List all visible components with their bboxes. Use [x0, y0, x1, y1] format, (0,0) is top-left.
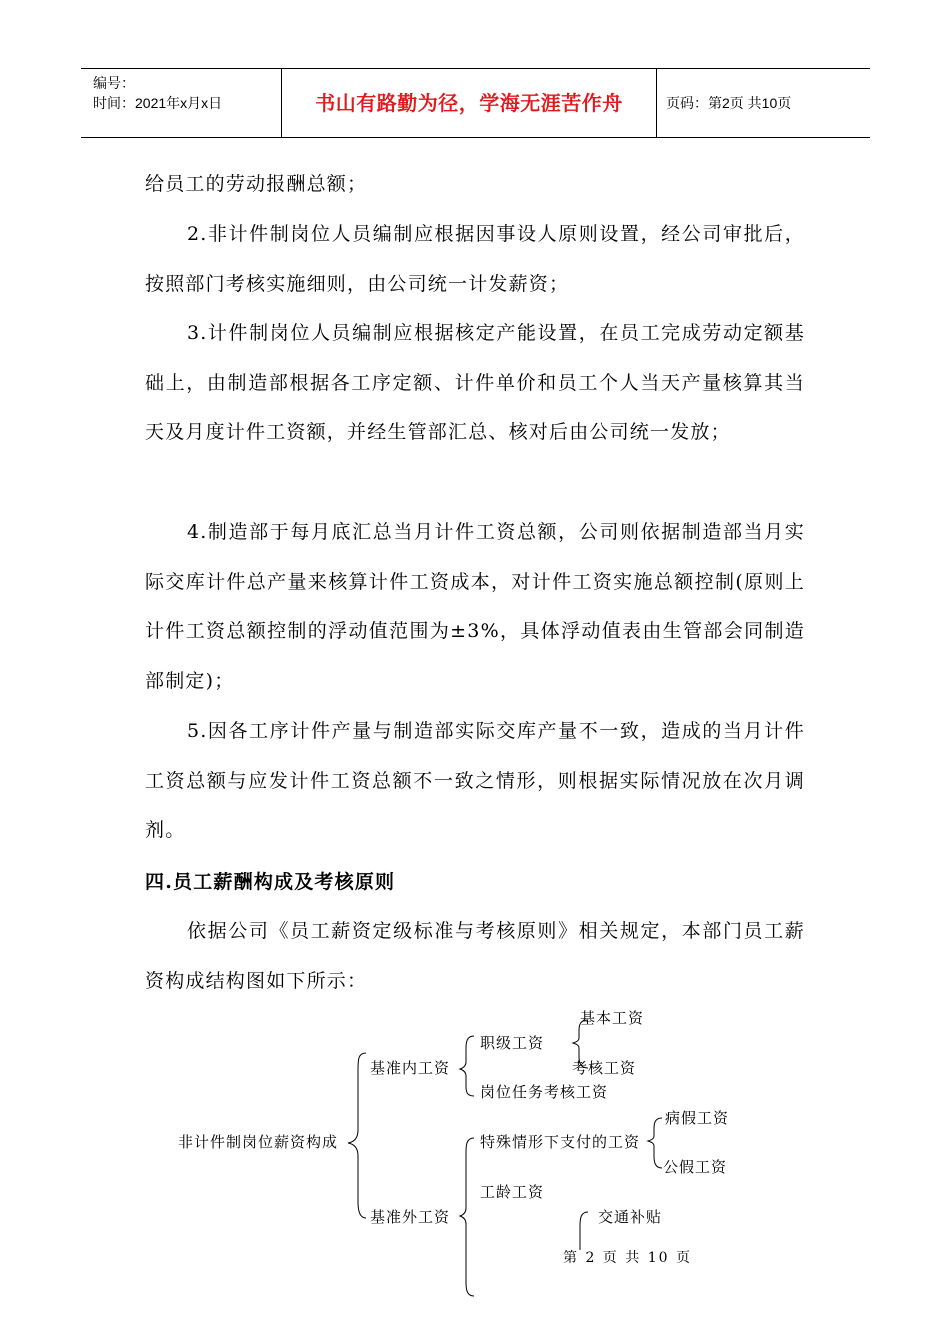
node-seniority-salary: 工龄工资 — [480, 1183, 545, 1201]
special-brace — [648, 1118, 662, 1168]
page-footer: 第 2 页 共 10 页 — [563, 1250, 692, 1266]
paragraph: 3.计件制岗位人员编制应根据核定产能设置，在员工完成劳动定额基础上，由制造部根据各工序定额、计件单价和员工个人当天产量核算其当天及月度计件工资额，并经生管部汇总、核对后由公司统一发放； — [145, 322, 805, 443]
node-sick-leave-salary: 病假工资 — [665, 1109, 730, 1127]
paragraph: 2.非计件制岗位人员编制应根据因事设人原则设置，经公司审批后，按照部门考核实施细则，由公司统一计发薪资； — [145, 223, 805, 295]
node-post-task-salary: 岗位任务考核工资 — [480, 1083, 609, 1101]
node-inner-salary: 基准内工资 — [370, 1059, 451, 1077]
section-heading: 四.员工薪酬构成及考核原则 — [145, 871, 396, 893]
salary-structure-diagram — [0, 990, 950, 1310]
paragraph: 依据公司《员工薪资定级标准与考核原则》相关规定，本部门员工薪资构成结构图如下所示： — [145, 920, 805, 992]
node-basic-salary: 基本工资 — [580, 1009, 645, 1027]
node-outer-salary: 基准外工资 — [370, 1208, 451, 1226]
diagram-brackets — [0, 990, 950, 1310]
node-special-salary: 特殊情形下支付的工资 — [480, 1133, 641, 1151]
number-label: 编号： — [93, 75, 135, 91]
header-meta — [81, 69, 281, 137]
root-brace — [348, 1053, 366, 1218]
date-line: 时间：2021年x月x日 — [93, 95, 223, 111]
header-motto: 书山有路勤为径，学海无涯苦作舟 — [315, 91, 623, 115]
node-transport-allowance: 交通补贴 — [598, 1208, 663, 1226]
transport-brace — [580, 1212, 588, 1250]
paragraph: 5.因各工序计件产量与制造部实际交库产量不一致，造成的当月计件工资总额与应发计件工资总额不一致之情形，则根据实际情况放在次月调剂。 — [145, 720, 805, 841]
node-root: 非计件制岗位薪资构成 — [178, 1133, 339, 1151]
paragraph: 4.制造部于每月底汇总当月计件工资总额，公司则依据制造部当月实际交库计件总产量来核算计件工资成本，对计件工资实施总额控制(原则上计件工资总额控制的浮动值范围为±3%，具体浮动值表由生管部会同制造部制定)； — [145, 521, 805, 692]
node-public-leave-salary: 公假工资 — [663, 1158, 728, 1176]
node-assessment-salary: 考核工资 — [572, 1059, 637, 1077]
outer-brace — [460, 1138, 474, 1296]
header-divider — [656, 69, 657, 137]
paragraph: 给员工的劳动报酬总额； — [145, 173, 368, 195]
node-grade-salary: 职级工资 — [480, 1034, 545, 1052]
header-page-info: 页码：第2页 共10页 — [666, 95, 792, 111]
page-header — [81, 68, 870, 138]
inner-brace — [460, 1036, 474, 1096]
